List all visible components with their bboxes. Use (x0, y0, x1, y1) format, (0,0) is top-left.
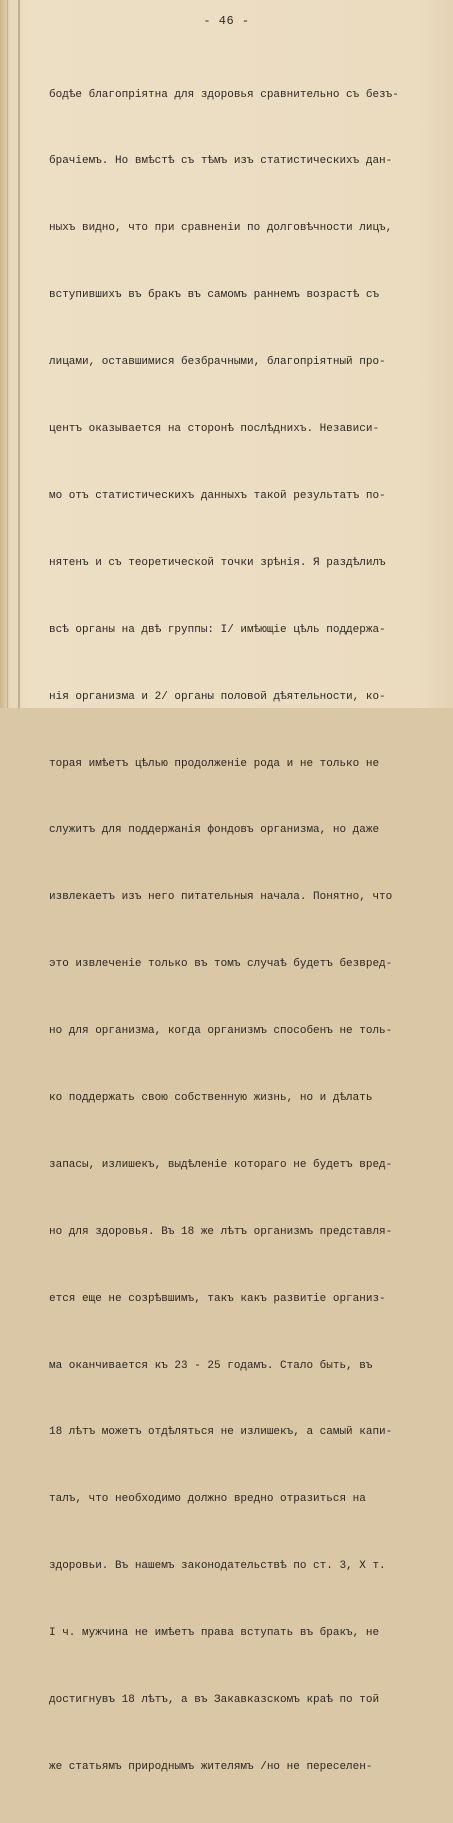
text-line: брачіемъ. Но вмѣстѣ съ тѣмъ изъ статистическихъ дан- (49, 155, 393, 168)
text-line: торая имѣетъ цѣлью продолженіе рода и не только не (49, 757, 380, 770)
text-line: нія организма и 2/ органы половой дѣятельности, ко- (49, 690, 386, 703)
text-line: нятенъ и съ теоретической точки зрѣнія. Я раздѣлилъ (49, 556, 386, 569)
page-fold-line (18, 0, 20, 708)
text-line: это извлеченіе только въ томъ случаѣ будетъ безвред- (49, 958, 393, 971)
text-line: ко поддержать свою собственную жизнь, но и дѣлать (49, 1091, 373, 1104)
text-line: центъ оказывается на сторонѣ послѣднихъ. Независи- (49, 423, 380, 436)
text-line: I ч. мужчина не имѣетъ права вступать въ бракъ, не (49, 1627, 380, 1640)
text-line: служитъ для поддержанія фондовъ организма, но даже (49, 824, 380, 837)
text-line: мо отъ статистическихъ данныхъ такой результатъ по- (49, 489, 386, 502)
text-line: вступившихъ въ бракъ въ самомъ раннемъ возрастѣ съ (49, 289, 380, 302)
text-line: бодѣе благопріятна для здоровья сравнительно съ безъ- (49, 88, 399, 101)
text-line: ма оканчивается къ 23 - 25 годамъ. Стало быть, въ (49, 1359, 373, 1372)
page-edge-line (7, 0, 8, 708)
text-line: ныхъ видно, что при сравненіи по долговѣчности лицъ, (49, 222, 393, 235)
text-line: здоровьи. Въ нашемъ законодательствѣ по ст. 3, X т. (49, 1560, 386, 1573)
text-line: всѣ органы на двѣ группы: I/ имѣющіе цѣль поддержа- (49, 623, 386, 636)
body-text (49, 39, 447, 1823)
page-number: - 46 - (203, 14, 250, 28)
text-line: лицами, оставшимися безбрачными, благопріятный про- (49, 356, 386, 369)
text-line: но для организма, когда организмъ способенъ не толь- (49, 1025, 393, 1038)
text-line: запасы, излишекъ, выдѣленіе котораго не будетъ вред- (49, 1158, 393, 1171)
text-line: 18 лѣтъ можетъ отдѣляться не излишекъ, а самый капи- (49, 1426, 393, 1439)
text-line: извлекаетъ изъ него питательныя начала. Понятно, что (49, 891, 393, 904)
text-line: но для здоровья. Въ 18 же лѣтъ организмъ представля- (49, 1225, 393, 1238)
text-line: талъ, что необходимо должно вредно отразиться на (49, 1493, 366, 1506)
text-line: же статьямъ природнымъ жителямъ /но не переселен- (49, 1760, 373, 1773)
text-line: ется еще не созрѣвшимъ, такъ какъ развитіе организ- (49, 1292, 386, 1305)
text-line: достигнувъ 18 лѣтъ, а въ Закавказскомъ краѣ по той (49, 1693, 380, 1706)
